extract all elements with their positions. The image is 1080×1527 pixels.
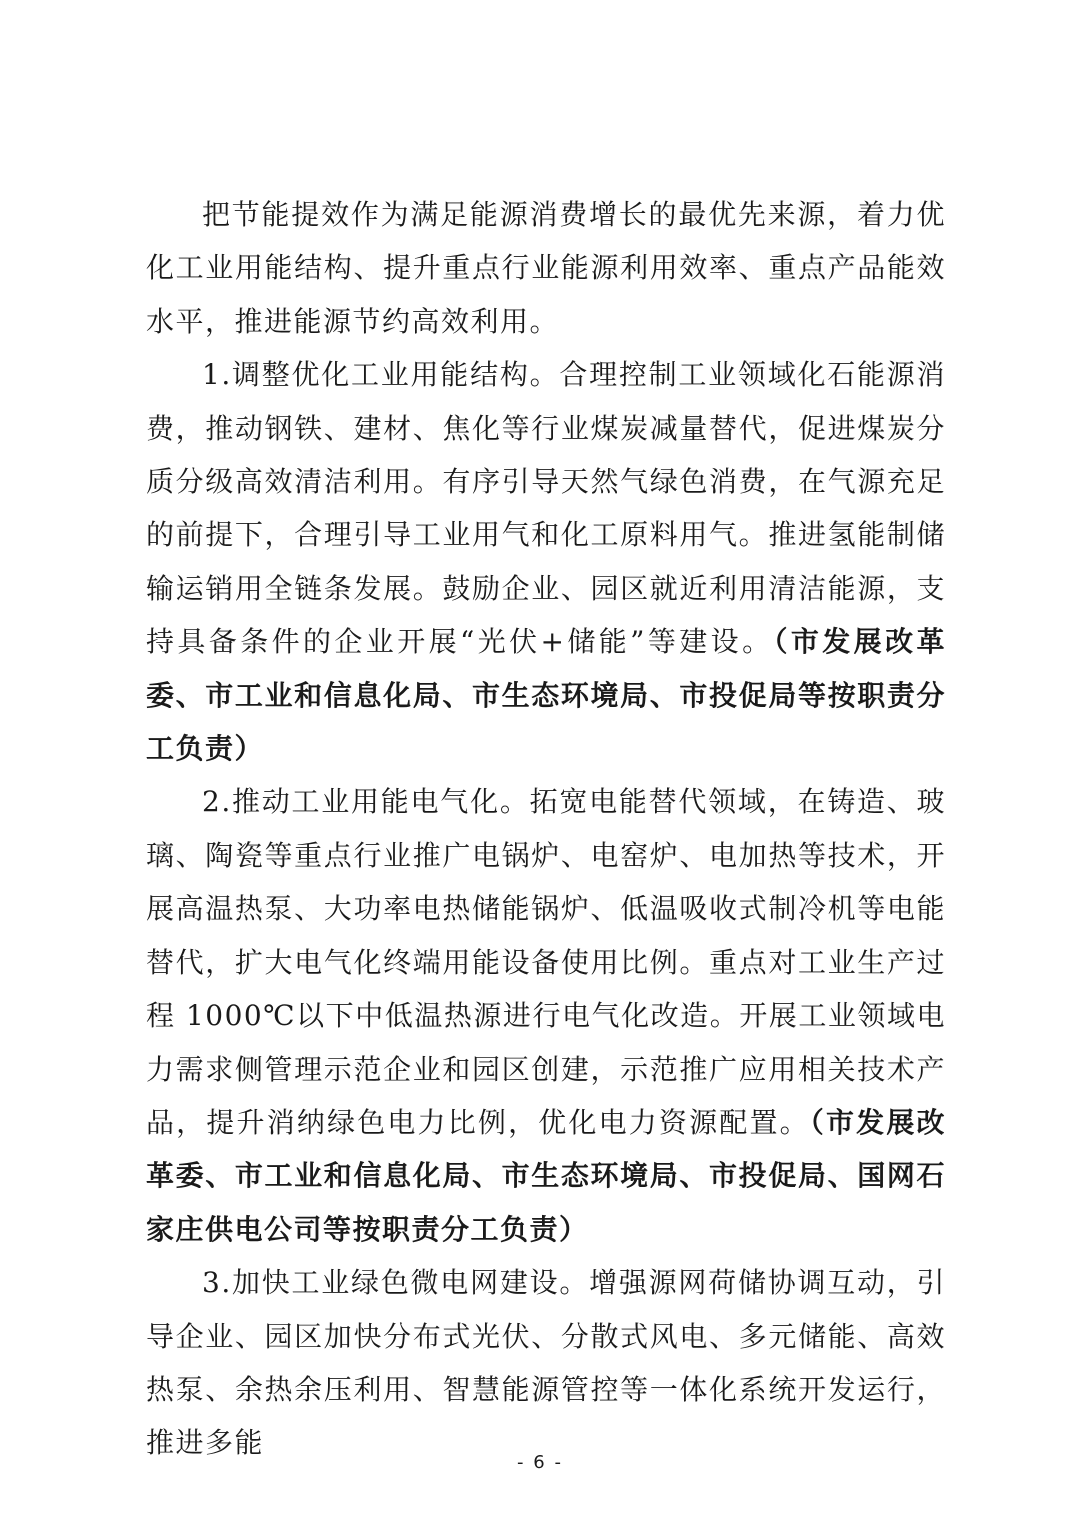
responsibility-note: （市发展改革委、市工业和信息化局、市生态环境局、市投促局等按职责分工负责） (146, 625, 946, 766)
paragraph-item-2 (146, 775, 946, 1256)
paragraph-text: 把节能提效作为满足能源消费增长的最优先来源，着力优化工业用能结构、提升重点行业能源利用效率、重点产品能效水平，推进能源节约高效利用。 (146, 198, 946, 338)
body-text (146, 188, 946, 1470)
paragraph-text: 1.调整优化工业用能结构。合理控制工业领域化石能源消费，推动钢铁、建材、焦化等行业煤炭减量替代，促进煤炭分质分级高效清洁利用。有序引导天然气绿色消费，在气源充足的前提下，合理引导工业用气和化工原料用气。推进氢能制储输运销用全链条发展。鼓励企业、园区就近利用清洁能源，支持具备条件的企业开展“光伏+储能”等建设。 (146, 358, 946, 659)
responsibility-note: （市发展改革委、市工业和信息化局、市生态环境局、市投促局、国网石家庄供电公司等按职责分工负责） (146, 1105, 946, 1246)
paragraph-text: 3.加快工业绿色微电网建设。增强源网荷储协调互动，引导企业、园区加快分布式光伏、分散式风电、多元储能、高效热泵、余热余压利用、智慧能源管控等一体化系统开发运行，推进多能 (146, 1266, 946, 1460)
page-number: - 6 - (517, 1452, 563, 1473)
paragraph-item-1 (146, 348, 946, 775)
paragraph-item-3 (146, 1256, 946, 1470)
paragraph-text: 2.推动工业用能电气化。拓宽电能替代领域，在铸造、玻璃、陶瓷等重点行业推广电锅炉、电窑炉、电加热等技术，开展高温热泵、大功率电热储能锅炉、低温吸收式制冷机等电能替代，扩大电气化终端用能设备使用比例。重点对工业生产过程 1000℃以下中低温热源进行电气化改造。开展工业领域电力需求侧管理示范企业和园区创建，示范推广应用相关技术产品，提升消纳绿色电力比例，优化电力资源配置。 (146, 785, 946, 1139)
paragraph-intro (146, 188, 946, 348)
